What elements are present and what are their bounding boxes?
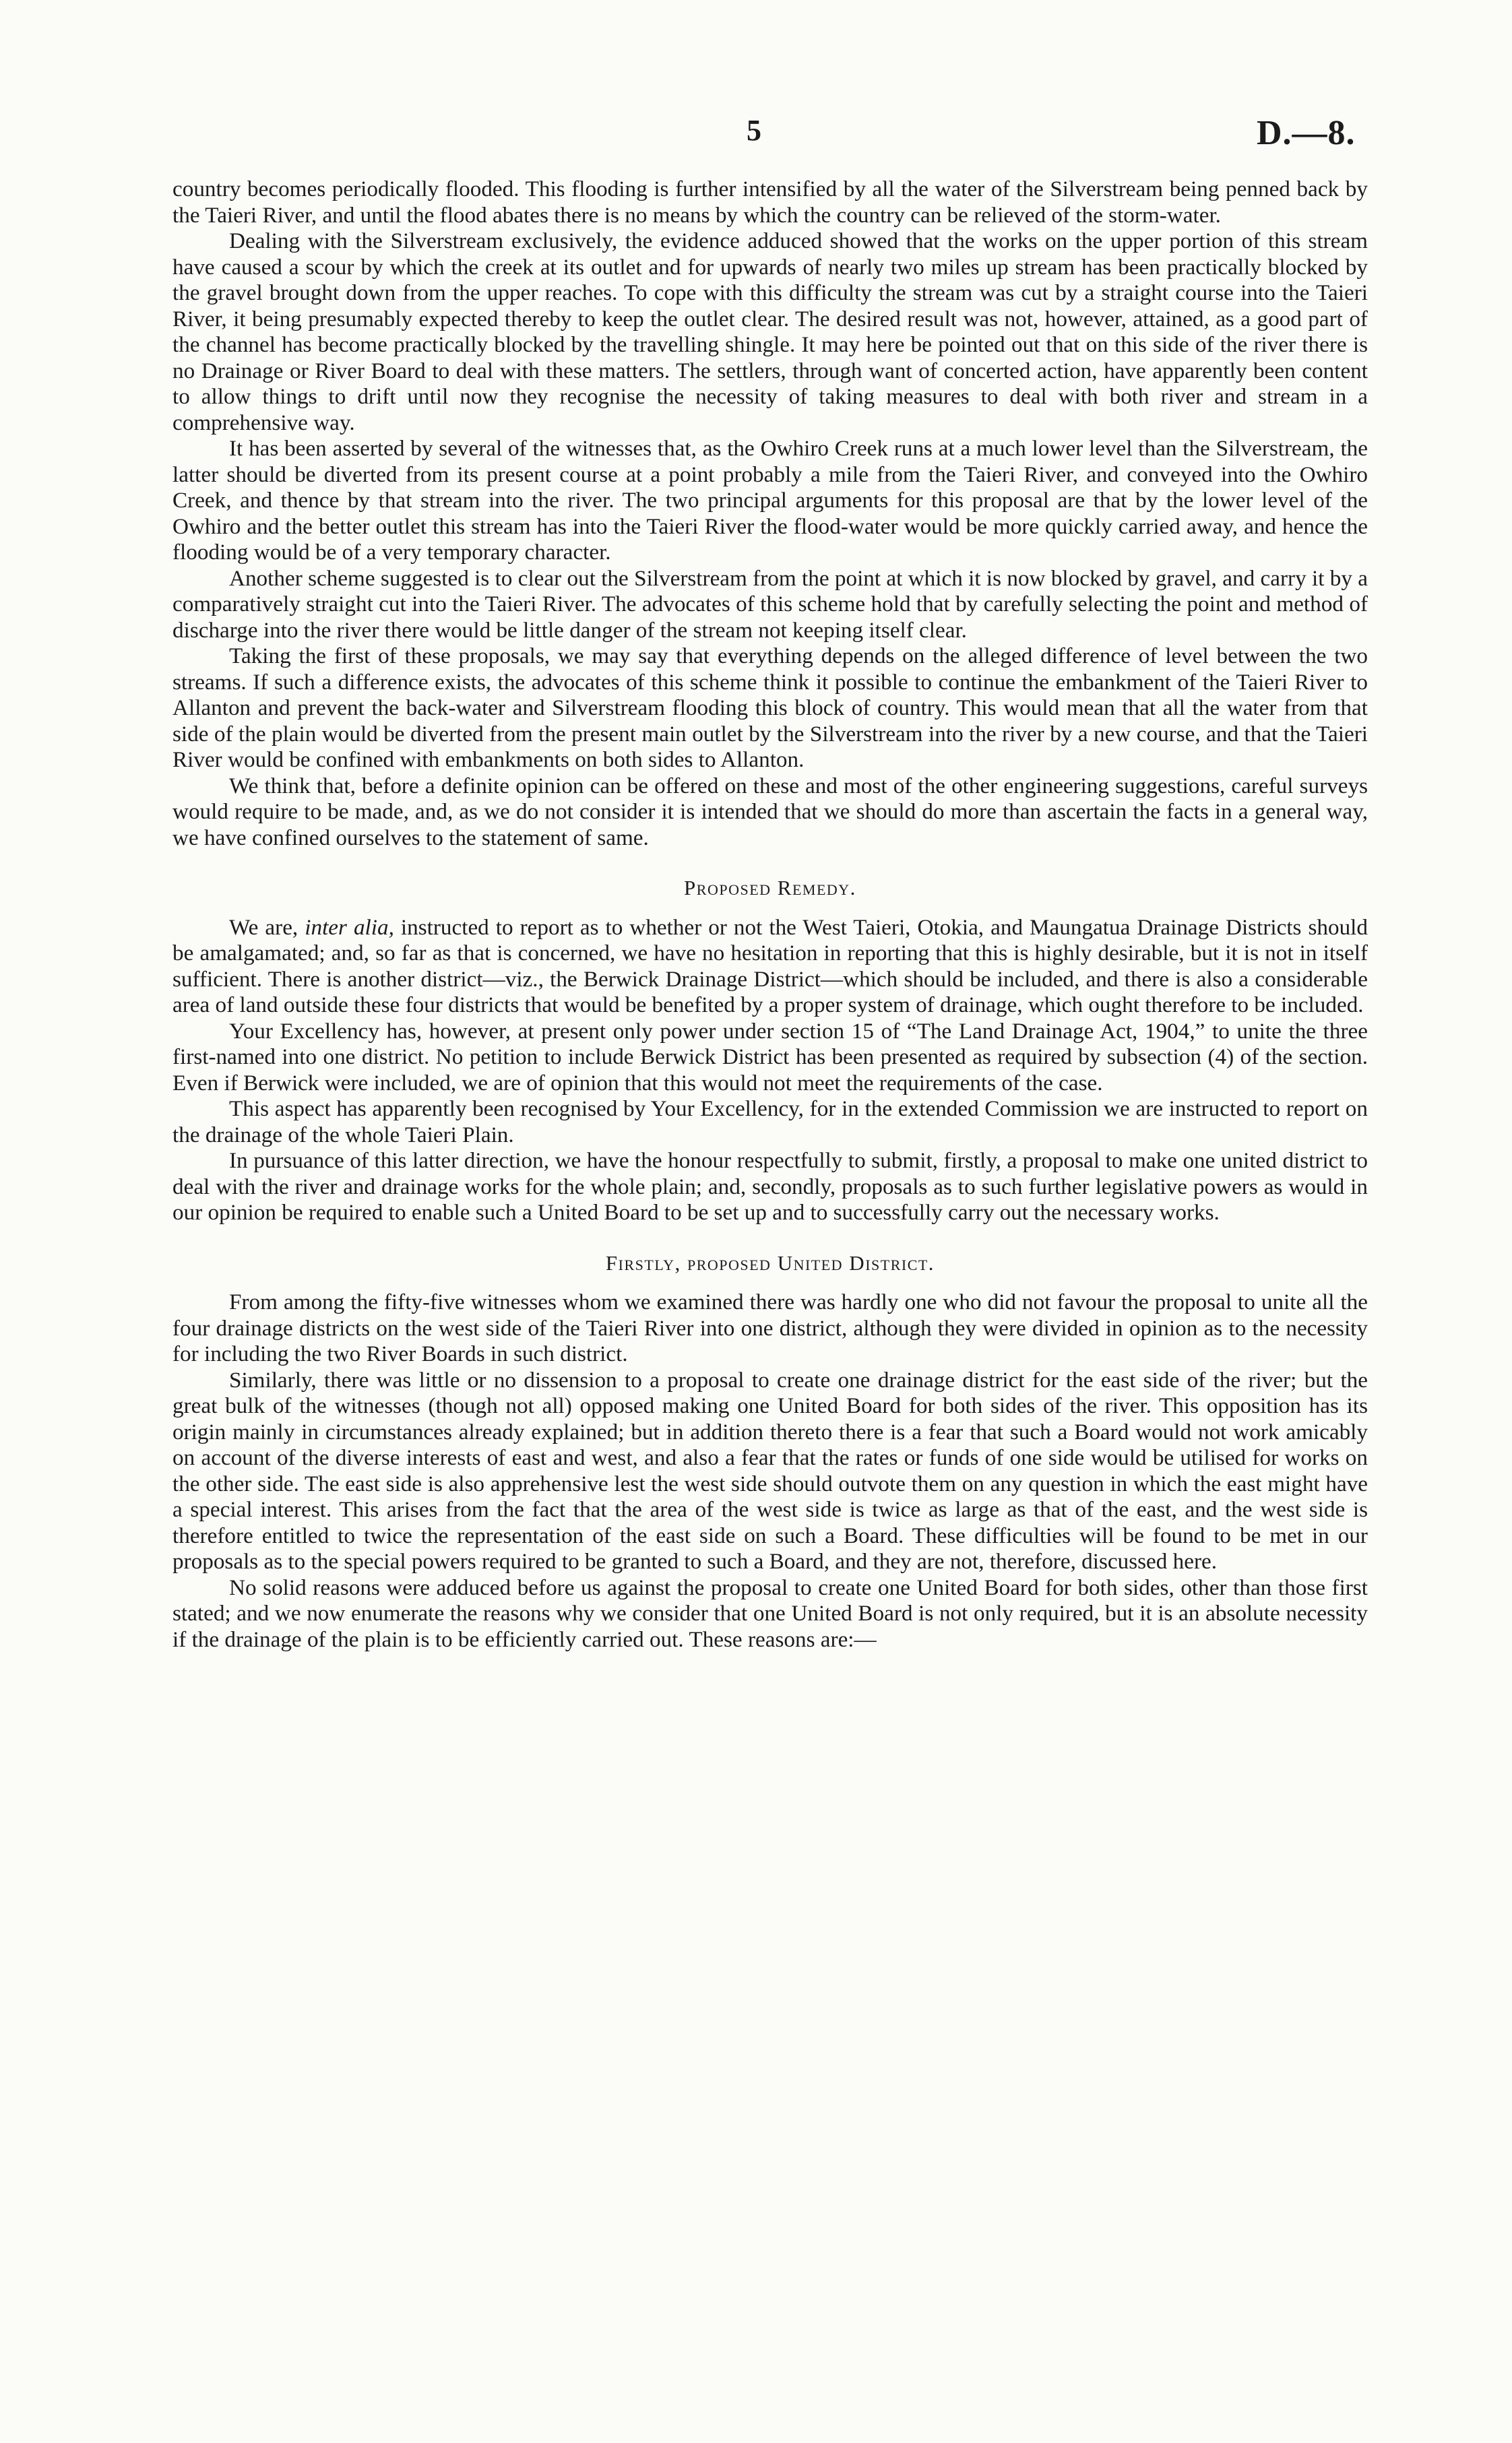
paragraph: Dealing with the Silverstream exclusively, the evidence adduced showed that the works on the upper portion of this stream have caused a scour by which the creek at its outlet and for upwards of nearly two miles up stream has been practically blocked by the gravel brought down from the upper reaches. To cope with this difficulty the stream was cut by a straight course into the Taieri River, it being presumably expected thereby to keep the outlet clear. The desired result was not, however, attained, as a good part of the channel has become practically blocked by the travelling shingle. It may here be pointed out that on this side of the river there is no Drainage or River Board to deal with these matters. The settlers, through want of concerted action, have apparently been content to allow things to drift until now they recognise the necessity of taking measures to deal with both river and stream in a comprehensive way. bbox=[172, 228, 1368, 435]
paragraph: Similarly, there was little or no dissension to a proposal to create one drainage district for the east side of the river; but the great bulk of the witnesses (though not all) opposed making one United Board for both sides of the river. This opposition has its origin mainly in circumstances already explained; but in addition thereto there is a fear that such a Board would not work amicably on account of the diverse interests of east and west, and also a fear that the rates or funds of one side would be utilised for works on the other side. The east side is also apprehensive lest the west side should outvote them on any question in which the east might have a special interest. This arises from the fact that the area of the west side is twice as large as that of the east, and the west side is therefore entitled to twice the representation of the east side on such a Board. These difficulties will be found to be met in our proposals as to the special powers required to be granted to such a Board, and they are not, therefore, discussed here. bbox=[172, 1367, 1368, 1574]
paragraph: From among the fifty-five witnesses whom we examined there was hardly one who did not favour the proposal to unite all the four drainage districts on the west side of the Taieri River into one district, although they were divided in opinion as to the necessity for including the two River Boards in such district. bbox=[172, 1290, 1368, 1366]
emphasis-text: inter alia, bbox=[305, 914, 394, 940]
paragraph bbox=[172, 915, 1368, 1019]
paragraph: It has been asserted by several of the witnesses that, as the Owhiro Creek runs at a much lower level than the Silverstream, the latter should be diverted from its present course at a point probably a mile from the Taieri River, and conveyed into the Owhiro Creek, and thence by that stream into the river. The two principal arguments for this proposal are that by the lower level of the Owhiro and the better outlet this stream has into the Taieri River the flood-water would be more quickly carried away, and hence the flooding would be of a very temporary character. bbox=[172, 436, 1368, 565]
paragraph: Your Excellency has, however, at present only power under section 15 of “The Land Drainage Act, 1904,” to unite the three first-named into one district. No petition to include Berwick District has been presented as required by subsection (4) of the section. Even if Berwick were included, we are of opinion that this would not meet the requirements of the case. bbox=[172, 1018, 1368, 1096]
section-heading-proposed-remedy: Proposed Remedy. bbox=[684, 876, 856, 899]
section-heading-united-district: Firstly, proposed United District. bbox=[605, 1250, 935, 1275]
paragraph-text: instructed to report as to whether or not the West Taieri, Otokia, and Maungatua Drainage Districts should be amalgamated; and, so far as that is concerned, we have no hesitation in reporting that this is highly desirable, but it is not in itself sufficient. There is another district—viz., the Berwick Drainage District—which should be included, and there is also a considerable area of land outside these four districts that would be benefited by a proper system of drainage, which ought therefore to be included. bbox=[172, 914, 1368, 1017]
page-number: 5 bbox=[747, 114, 761, 147]
paragraph: country becomes periodically flooded. This flooding is further intensified by all the water of the Silverstream being penned back by the Taieri River, and until the flood abates there is no means by which the country can be relieved of the storm-water. bbox=[172, 177, 1368, 228]
paragraph-text: We are, bbox=[229, 914, 305, 940]
report-body bbox=[172, 177, 1368, 1653]
document-reference: D.—8. bbox=[1257, 114, 1356, 152]
paragraph: No solid reasons were adduced before us against the proposal to create one United Board for both sides, other than those first stated; and we now enumerate the reasons why we consider that one United Board is not only required, but it is an absolute necessity if the drainage of the plain is to be efficiently carried out. These reasons are:— bbox=[172, 1575, 1368, 1652]
paragraph: Another scheme suggested is to clear out the Silverstream from the point at which it is now blocked by gravel, and carry it by a comparatively straight cut into the Taieri River. The advocates of this scheme hold that by carefully selecting the point and method of discharge into the river there would be little danger of the stream not keeping itself clear. bbox=[172, 565, 1368, 643]
paragraph: We think that, before a definite opinion can be offered on these and most of the other engineering suggestions, careful surveys would require to be made, and, as we do not consider it is intended that we should do more than ascertain the facts in a general way, we have confined ourselves to the statement of same. bbox=[172, 773, 1368, 850]
page-header bbox=[0, 113, 1512, 154]
paragraph: In pursuance of this latter direction, we have the honour respectfully to submit, firstly, a proposal to make one united district to deal with the river and drainage works for the whole plain; and, secondly, proposals as to such further legislative powers as would in our opinion be required to enable such a United Board to be set up and to successfully carry out the necessary works. bbox=[172, 1148, 1368, 1225]
paragraph: This aspect has apparently been recognised by Your Excellency, for in the extended Commission we are instructed to report on the drainage of the whole Taieri Plain. bbox=[172, 1096, 1368, 1147]
paragraph: Taking the first of these proposals, we may say that everything depends on the alleged difference of level between the two streams. If such a difference exists, the advocates of this scheme think it possible to continue the embankment of the Taieri River to Allanton and prevent the back-water and Silverstream flooding this block of country. This would mean that all the water from that side of the plain would be diverted from the present main outlet by the Silverstream into the river by a new course, and that the Taieri River would be confined with embankments on both sides to Allanton. bbox=[172, 643, 1368, 772]
